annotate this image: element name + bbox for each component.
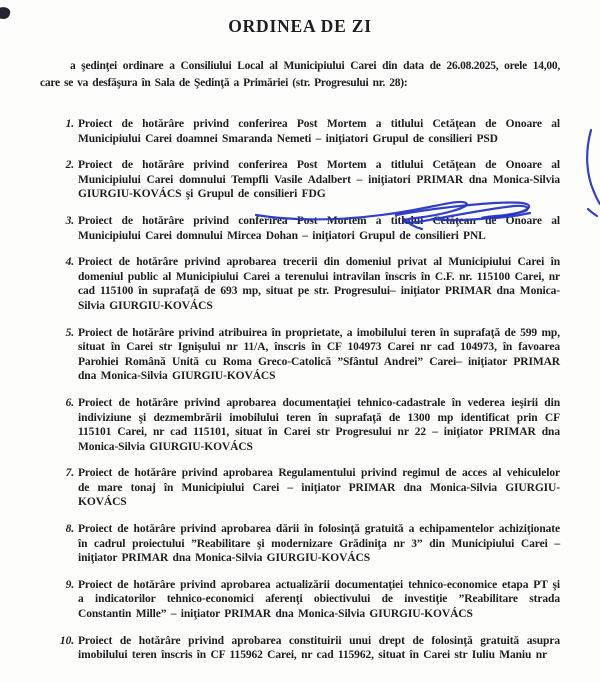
item-number: 7. [65,467,74,480]
item-text: Proiect de hotărâre privind aprobarea constituirii unui drept de folosinţă gratuită asupra imobilului teren înscris în CF 115962 Carei, nr cad 115962, situat în Carei str Iuliu Maniu nr [78,634,560,662]
item-number: 2. [65,159,74,172]
agenda-item-3 [40,214,560,243]
agenda-item-8 [40,522,560,566]
agenda-item-2 [40,158,560,202]
agenda-item-7 [40,466,560,510]
item-number: 3. [65,214,74,227]
intro-paragraph: a şedinţei ordinare a Consiliului Local al Municipiului Carei din data de 26.08.2025, orele 14,00, care se va desfăşura în Sala de Şedinţă a Primăriei (str. Progresului nr. 28): [40,60,560,89]
item-text: Proiect de hotărâre privind aprobarea documentaţiei tehnico-cadastrale în vederea ieşirii din indiviziune şi dezmembrării imobilului teren în suprafaţă de 1300 mp identificat prin CF 115101 Carei, nr cad 115101, situat în Carei str Progresului nr 22 – iniţiator PRIMAR dna Monica-Silvia GIURGIU-KOVÁCS [78,396,560,453]
item-number: 6. [65,396,74,409]
item-text: Proiect de hotărâre privind aprobarea Regulamentului privind regimul de acces al vehiculelor de mare tonaj în Municipiului Carei – iniţiator PRIMAR dna Monica-Silvia GIURGIU-KOVÁCS [78,467,560,509]
item-number: 9. [65,578,74,591]
item-number: 5. [65,326,74,339]
item-text: Proiect de hotărâre privind aprobarea dării în folosinţă gratuită a echipamentelor achiziţionate în cadrul proiectului ”Reabilitare şi modernizare Grădiniţa nr 3” din Municipiului Carei – iniţiator PRIMAR dna Monica-Silvia GIURGIU-KOVÁCS [78,523,560,565]
agenda-item-1 [40,117,560,146]
item-number: 10. [59,634,74,647]
agenda-list [40,117,560,663]
item-text: Proiect de hotărâre privind aprobarea actualizării documentaţiei tehnico-economice etapa PT şi a indicatorilor tehnico-economici aferenţi obiectivului de investiţie ”Reabilitare strada Constantin Mille” – iniţiator PRIMAR dna Monica-Silvia GIURGIU-KOVÁCS [78,578,560,621]
agenda-item-6 [40,396,560,454]
item-text: Proiect de hotărâre privind aprobarea trecerii din domeniul privat al Municipiului Carei în domeniul public al Municipiului Carei a terenului intravilan înscris în C.F. nr. 115100 Carei, nr cad 115100 în suprafaţă de 693 mp, situat pe str. Progresului– iniţiator PRIMAR dna Monica-Silvia GIURGIU-KOVÁCS [78,256,560,312]
page-title: ORDINEA DE ZI [228,16,372,36]
agenda-item-5 [40,326,560,384]
item-text: Proiect de hotărâre privind conferirea Post Mortem a titlului Cetăţean de Onoare al Municipiului Carei domnului Mircea Dohan – iniţiatori Grupul de consilieri PNL [78,214,560,242]
item-number: 1. [65,118,74,130]
item-number: 8. [65,523,74,536]
pen-curve-right-margin [576,124,600,224]
item-text: Proiect de hotărâre privind conferirea Post Mortem a titlului Cetăţean de Onoare al Municipiului Carei domnului Tempfli Vasile Adalbert – iniţiatori PRIMAR dna Monica-Silvia GIURGIU-KOVÁCS şi Grupul de consilieri FDG [78,159,560,201]
item-text: Proiect de hotărâre privind atribuirea în proprietate, a imobilului teren în suprafaţă de 599 mp, situat în Carei str Ignişului nr 11/A, înscris în CF 104973 Carei nr cad 104973, în favoarea Parohiei Română Unită cu Roma Greco-Catolică ”Sfântul Andrei” Carei– iniţiator PRIMAR dna Monica-Silvia GIURGIU-KOVÁCS [78,326,560,383]
item-number: 4. [65,256,74,269]
agenda-item-4 [40,255,560,313]
item-text: Proiect de hotărâre privind conferirea Post Mortem a titlului Cetăţean de Onoare al Municipiului Carei doamnei Smaranda Nemeti – iniţiatori Grupul de consilieri PSD [78,118,560,145]
agenda-item-10 [40,634,560,663]
agenda-item-9 [40,578,560,622]
